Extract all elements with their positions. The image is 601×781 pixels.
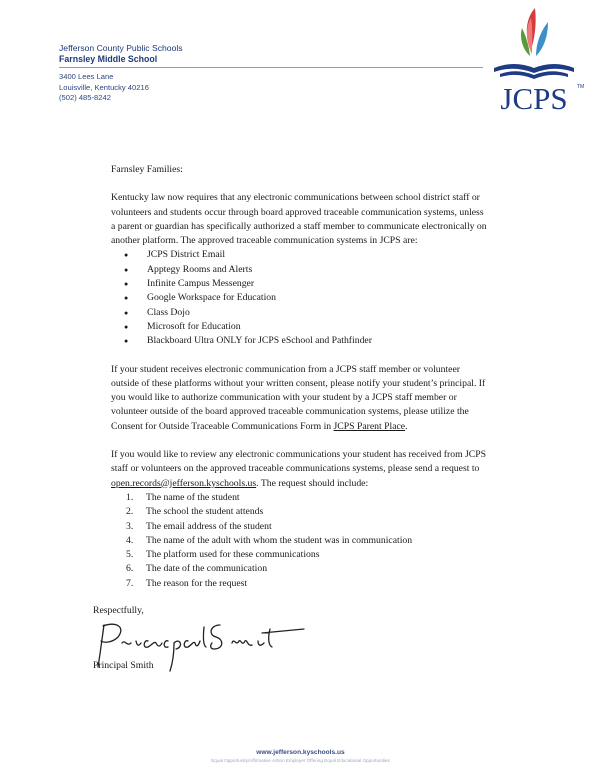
header-rule	[59, 67, 483, 68]
signer-name: Principal Smith	[93, 660, 154, 671]
list-item: 3. The email address of the student	[126, 520, 272, 532]
approved-systems-list	[111, 248, 489, 348]
list-item: 7. The reason for the request	[126, 577, 248, 589]
letterhead-header	[59, 43, 183, 65]
jcps-logo	[486, 4, 585, 116]
paragraph-law: Kentucky law now requires that any electronic communications between school district staff or volunteers and students occur through board approved traceable communication systems, unless a parent or guardian has specifically authorized a staff member to communicate electronically on another platform. The approved traceable communication systems in JCPS are:	[111, 192, 487, 247]
records-text: If you would like to review any electronic communications your student has received from JCPS staff or volunteers on the approved traceable communications systems, please send a request to	[111, 449, 487, 475]
footer-website-link[interactable]: www.jefferson.kyschools.us	[256, 749, 345, 756]
list-item: 2. The school the student attends	[126, 506, 264, 518]
greeting: Farnsley Families:	[111, 164, 183, 175]
paragraph-consent	[111, 363, 489, 434]
address-city: Louisville, Kentucky 40216	[59, 82, 149, 92]
consent-text: If your student receives electronic communication from a JCPS staff member or volunteer outside of these platforms without your written consent, please notify your student’s principal. If you would like to authorize communication with your student by a JCPS staff member or volunteer outside of the board approved traceable communication systems, please utilize the Consent for Outside Traceable Communications Form in	[111, 363, 486, 432]
open-records-email-link[interactable]: open.records@jefferson.kyschools.us	[111, 477, 257, 489]
address-phone: (502) 485-8242	[59, 93, 111, 102]
logo-wordmark: JCPS	[500, 81, 568, 116]
school-address	[59, 72, 149, 104]
letter-body	[111, 163, 489, 591]
footer-equal-opportunity: Equal Opportunity/Affirmative Action Employer Offering Equal Educational Opportunities	[211, 758, 390, 763]
list-item: ● Class Dojo	[146, 306, 489, 320]
list-item: ● JCPS District Email	[146, 248, 489, 262]
list-item: 5. The platform used for these communications	[126, 549, 320, 561]
request-items-list	[111, 491, 489, 591]
list-item: 4. The name of the adult with whom the student was in communication	[126, 534, 413, 546]
list-item: 1. The name of the student	[126, 491, 240, 503]
school-name: Farnsley Middle School	[59, 54, 158, 64]
parent-place-link[interactable]: JCPS Parent Place	[333, 420, 406, 432]
footer	[0, 749, 601, 763]
list-item: 6. The date of the communication	[126, 563, 268, 575]
closing: Respectfully,	[93, 605, 144, 616]
consent-end: .	[405, 420, 408, 432]
list-item: ● Apptegy Rooms and Alerts	[146, 263, 489, 277]
records-end: . The request should include:	[256, 477, 369, 489]
list-item: ● Google Workspace for Education	[146, 291, 489, 305]
district-name: Jefferson County Public Schools	[59, 43, 183, 53]
list-item: ● Blackboard Ultra ONLY for JCPS eSchool and Pathfinder	[146, 334, 489, 348]
logo-trademark: TM	[577, 84, 585, 90]
paragraph-records	[111, 448, 489, 491]
list-item: ● Infinite Campus Messenger	[146, 277, 489, 291]
address-street: 3400 Lees Lane	[59, 72, 114, 81]
list-item: ● Microsoft for Education	[146, 320, 489, 334]
